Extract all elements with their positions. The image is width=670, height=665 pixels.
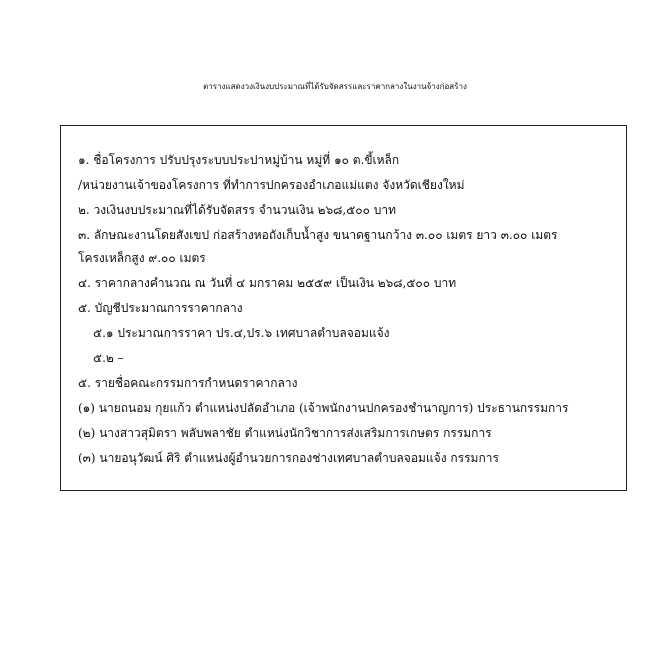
price-estimate-item-1: ๕.๑ ประมาณการราคา ปร.๔,ปร.๖ เทศบาลตำบลจอมแจ้ง [93,326,390,340]
committee-member-2: (๒) นางสาวสุมิตรา พลับพลาชัย ตำแหน่งนักวิชาการส่งเสริมการเกษตร กรรมการ [78,426,492,440]
price-estimate-heading: ๕. บัญชีประมาณการราคากลาง [78,301,243,315]
committee-member-3: (๓) นายอนุวัฒน์ ศิริ ตำแหน่งผู้อำนวยการกองช่างเทศบาลตำบลจอมแจ้ง กรรมการ [78,451,499,465]
agency-line: /หน่วยงานเจ้าของโครงการ ที่ทำการปกครองอำเภอแม่แตง จังหวัดเชียงใหม่ [78,178,465,192]
price-estimate-item-2: ๕.๒ – [93,351,124,365]
document-title: ตารางแสดงวงเงินงบประมาณที่ได้รับจัดสรรและราคากลางในงานจ้างก่อสร้าง [203,82,467,91]
work-description-line: ๓. ลักษณะงานโดยสังเขป ก่อสร้างหอถังเก็บน้ำสูง ขนาดฐานกว้าง ๓.๐๐ เมตร ยาว ๓.๐๐ เมตร [78,228,558,242]
committee-member-1: (๑) นายถนอม กุยแก้ว ตำแหน่งปลัดอำเภอ (เจ้าพนักงานปกครองชำนาญการ) ประธานกรรมการ [78,401,569,415]
work-description-continued-line: โครงเหล็กสูง ๙.๐๐ เมตร [78,251,206,265]
committee-heading: ๕. รายชื่อคณะกรรมการกำหนดราคากลาง [78,376,298,390]
reference-price-line: ๔. ราคากลางคำนวณ ณ วันที่ ๔ มกราคม ๒๕๕๙ เป็นเงิน ๒๖๘,๕๐๐ บาท [78,276,457,290]
budget-line: ๒. วงเงินงบประมาณที่ได้รับจัดสรร จำนวนเงิน ๒๖๘,๕๐๐ บาท [78,203,397,217]
project-name-line: ๑. ชื่อโครงการ ปรับปรุงระบบประปาหมู่บ้าน หมู่ที่ ๑๐ ต.ขี้เหล็ก [78,153,400,167]
project-info-box [60,125,627,491]
